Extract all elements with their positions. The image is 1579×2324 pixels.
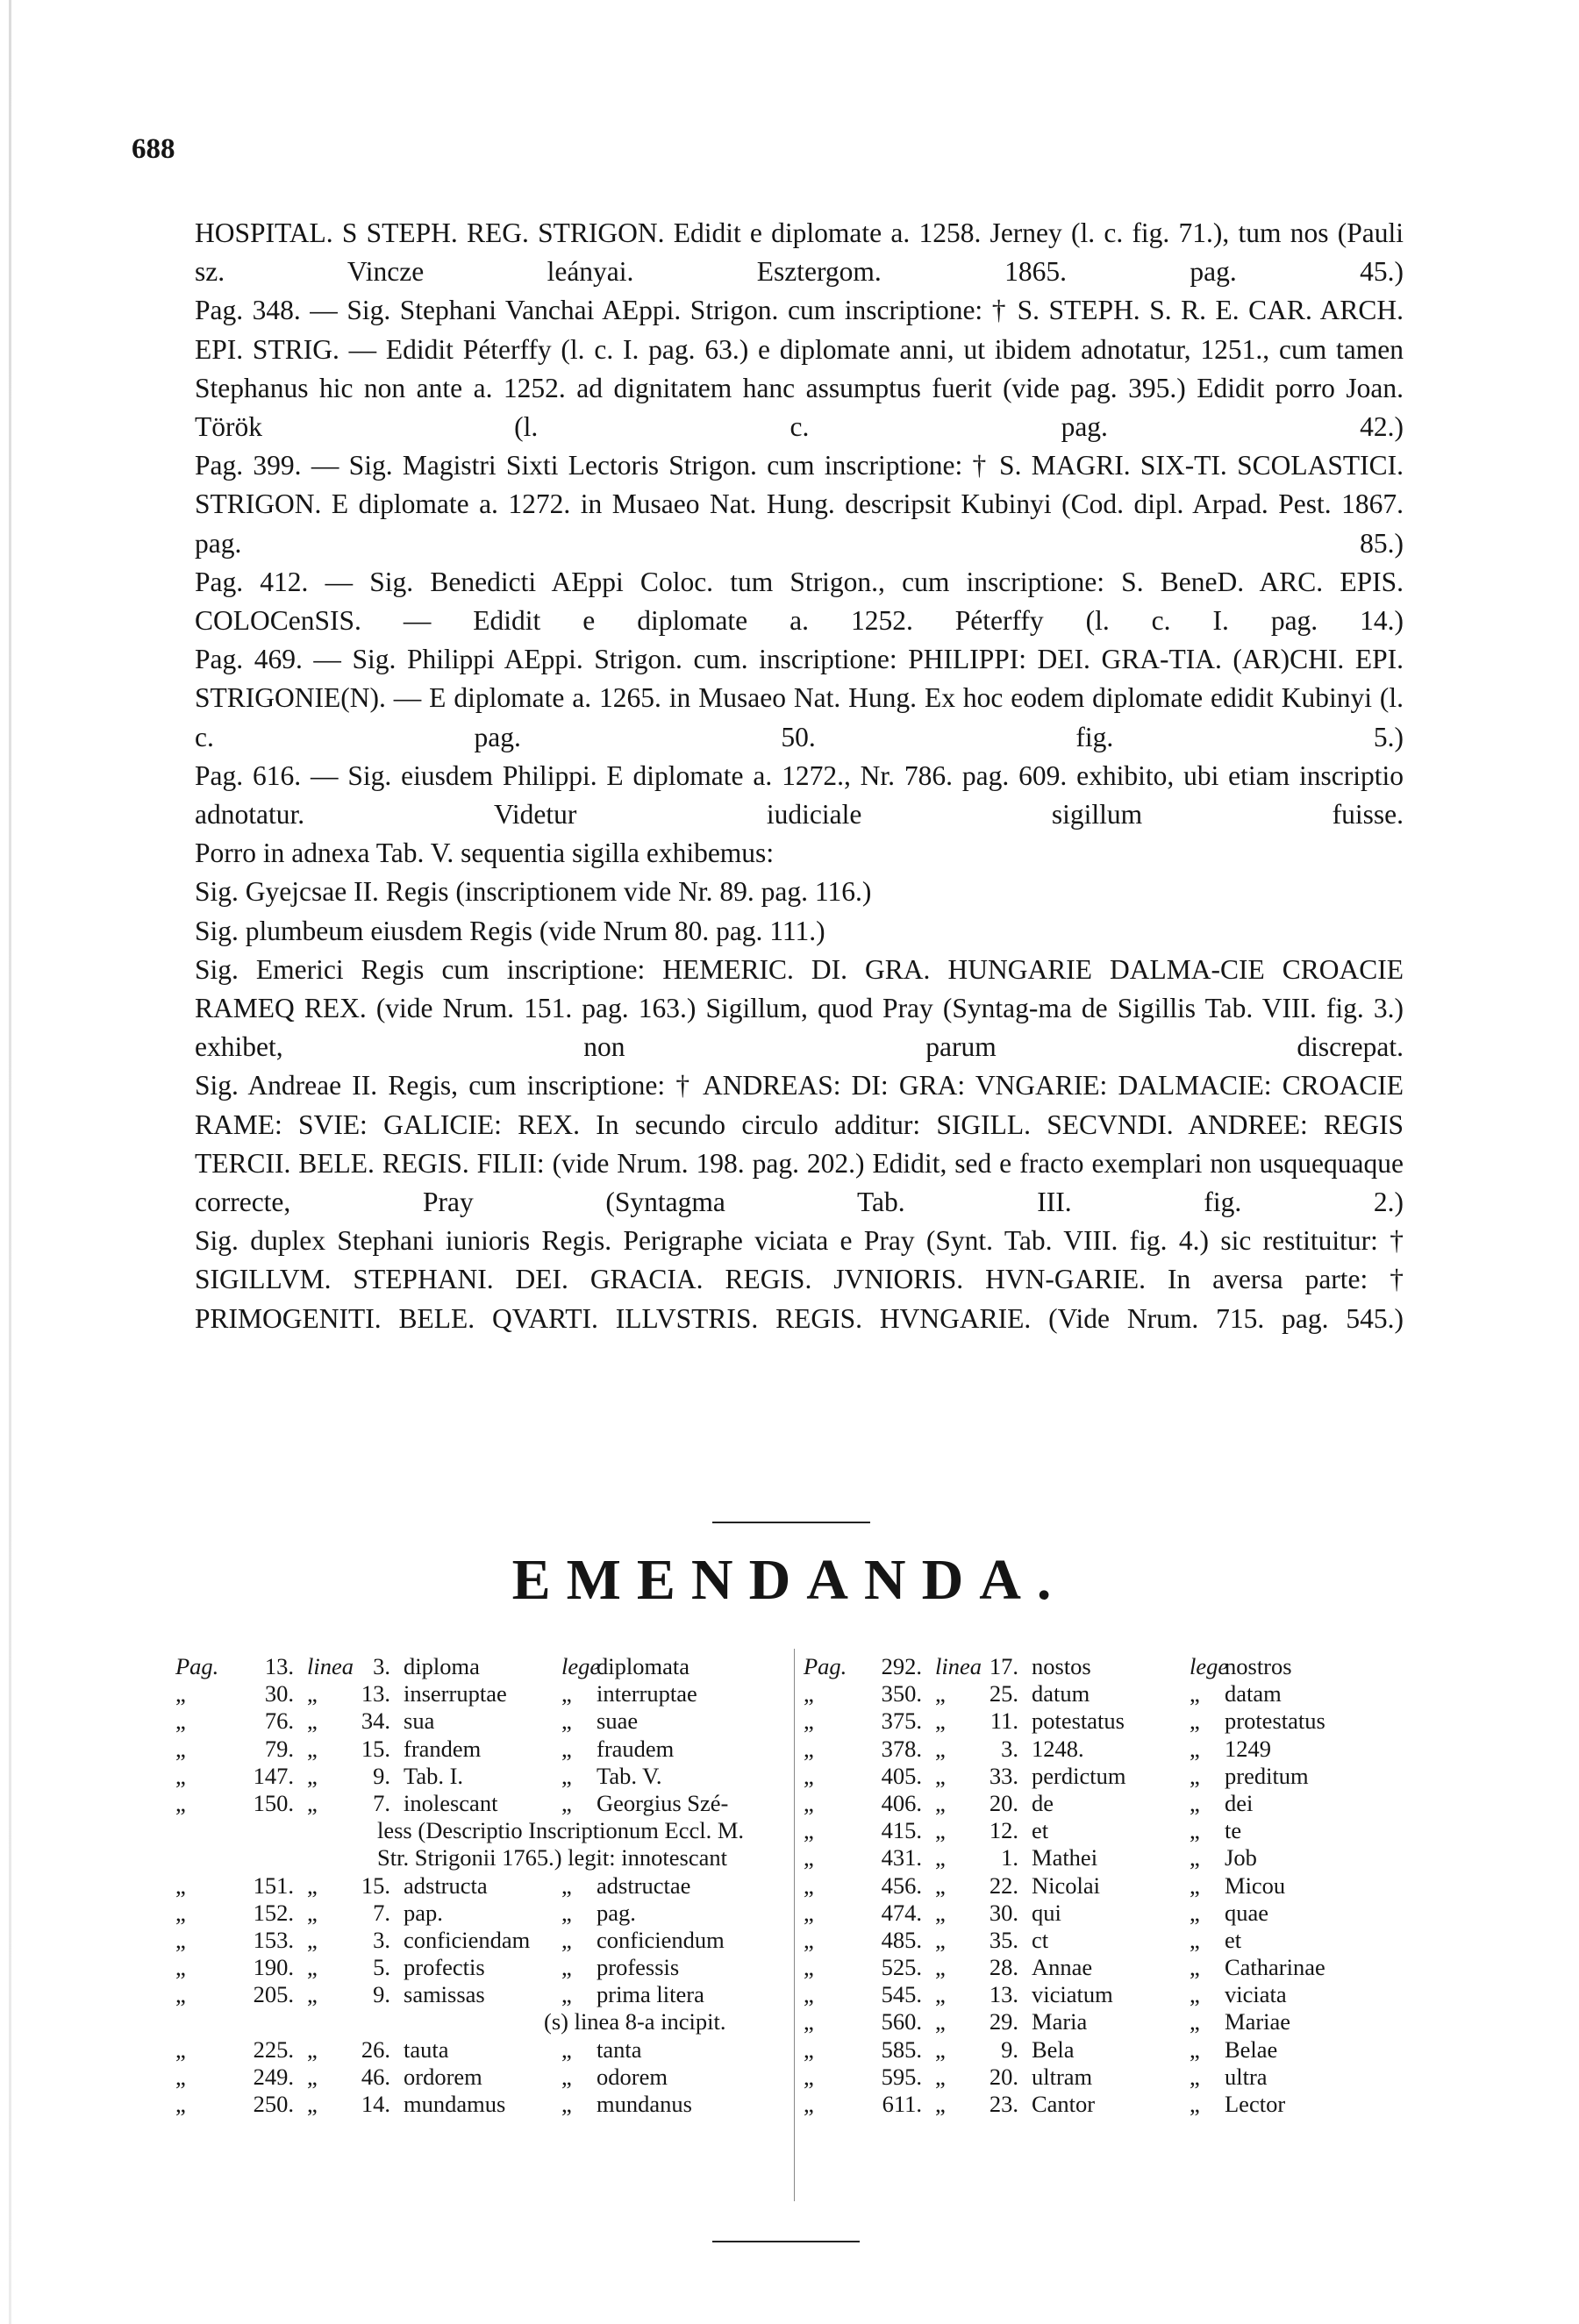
page-label: „ (175, 1926, 186, 1953)
line-label: „ (935, 2091, 946, 2117)
errata-page: 13. (264, 1653, 294, 1679)
page-label: „ (804, 2008, 814, 2035)
errata-row (804, 1707, 1409, 1735)
errata-wrong: inolescant (404, 1789, 498, 1816)
errata-page: 30. (264, 1680, 294, 1707)
errata-correct: te (1225, 1817, 1242, 1844)
errata-wrong: tauta (404, 2035, 449, 2063)
errata-line: 29. (989, 2008, 1018, 2035)
errata-row (804, 1817, 1409, 1844)
errata-row (175, 1900, 781, 1927)
errata-row (175, 1954, 781, 1981)
errata-correct: conficiendum (597, 1926, 725, 1953)
page-label: „ (804, 1817, 814, 1844)
errata-wrong: Bela (1032, 2035, 1075, 2063)
errata-row (804, 1927, 1409, 1954)
lege-label: „ (1190, 2035, 1200, 2063)
errata-line: 11. (990, 1707, 1018, 1735)
page-label: „ (175, 1871, 186, 1899)
errata-line: 1. (1001, 1844, 1018, 1871)
page-label: „ (175, 2091, 186, 2117)
paragraph-porro: Porro in adnexa Tab. V. sequentia sigilla exhibemus: (195, 838, 775, 869)
errata-line: 23. (989, 2091, 1018, 2117)
errata-row (804, 1763, 1409, 1790)
errata-line: 46. (361, 2063, 390, 2090)
lege-label: „ (1190, 2063, 1200, 2090)
errata-correct: professis (597, 1954, 680, 1981)
errata-line: 3. (1001, 1735, 1018, 1762)
line-label: „ (935, 1954, 946, 1981)
errata-line: 35. (989, 1926, 1018, 1953)
errata-note: Str. Strigonii 1765.) legit: innotescant (377, 1844, 727, 1871)
errata-wrong: mundamus (404, 2091, 506, 2117)
errata-correct: adstructae (597, 1871, 691, 1899)
errata-correct: protestatus (1225, 1707, 1325, 1735)
errata-wrong: Tab. I. (404, 1762, 464, 1789)
errata-correct: mundanus (597, 2091, 692, 2117)
lege-label: „ (1190, 1926, 1200, 1953)
lege-label: „ (561, 1707, 572, 1735)
errata-page: 190. (253, 1954, 294, 1981)
lege-label: „ (1190, 1954, 1200, 1981)
line-label: „ (935, 1981, 946, 2008)
lege-label: lege (1190, 1653, 1229, 1679)
errata-line: 9. (1001, 2035, 1018, 2063)
page-label: Pag. (804, 1653, 847, 1679)
emendanda-heading: EMENDANDA. (511, 1548, 1068, 1612)
errata-row (175, 1736, 781, 1763)
line-label: „ (935, 1735, 946, 1762)
paragraph-pag-399: Pag. 399. — Sig. Magistri Sixti Lectoris Strigon. cum inscriptione: † S. MAGRI. SIX-TI. SCOLASTICI. STRIGON. E diplomate a. 1272. in Musaeo Nat. Hung. descripsit Kubinyi (Cod. dipl. Arpad. Pest. 1867. pag. 85.) (195, 450, 1404, 559)
lege-label: „ (1190, 1707, 1200, 1735)
lege-label: „ (561, 1899, 572, 1926)
errata-row (175, 2008, 781, 2035)
errata-row (804, 2064, 1409, 2091)
errata-correct: Lector (1225, 2091, 1286, 2117)
errata-correct: Mariae (1225, 2008, 1291, 2035)
errata-page: 611. (882, 2091, 922, 2117)
errata-correct: quae (1225, 1899, 1269, 1926)
page-label: „ (804, 1762, 814, 1789)
errata-correct: Belae (1225, 2035, 1278, 2063)
page-label: „ (804, 2091, 814, 2117)
errata-line: 7. (373, 1899, 390, 1926)
lege-label: „ (561, 1762, 572, 1789)
errata-page: 250. (253, 2091, 294, 2117)
errata-correct: Job (1225, 1844, 1257, 1871)
line-label: „ (935, 1817, 946, 1844)
line-label: „ (935, 1707, 946, 1735)
errata-row (804, 1790, 1409, 1817)
lege-label: „ (561, 1680, 572, 1707)
page-number: 688 (132, 133, 175, 165)
errata-wrong: Maria (1032, 2008, 1088, 2035)
lege-label: „ (561, 2091, 572, 2117)
errata-correct: interruptae (597, 1680, 697, 1707)
errata-line: 5. (373, 1954, 390, 1981)
errata-page: 474. (881, 1899, 922, 1926)
line-label: linea (307, 1653, 354, 1679)
errata-row (175, 1844, 781, 1871)
errata-correct: dei (1225, 1789, 1254, 1816)
page-label: „ (804, 1926, 814, 1953)
page-label: „ (804, 1735, 814, 1762)
page-label: „ (175, 2035, 186, 2063)
errata-wrong: diploma (404, 1653, 480, 1679)
lege-label: „ (1190, 1817, 1200, 1844)
errata-page: 405. (881, 1762, 922, 1789)
paragraph-hospital: HOSPITAL. S STEPH. REG. STRIGON. Edidit e diplomate a. 1258. Jerney (l. c. fig. 71.), tum nos (Pauli sz. Vincze leányai. Esztergom. 1865. pag. 45.) (195, 217, 1404, 288)
errata-row (175, 2091, 781, 2118)
line-label: linea (935, 1653, 982, 1679)
page-label: „ (804, 1789, 814, 1816)
lege-label: „ (1190, 2091, 1200, 2117)
errata-wrong: qui (1032, 1899, 1061, 1926)
page-label: „ (175, 2063, 186, 2090)
line-label: „ (307, 1789, 318, 1816)
lege-label: „ (561, 1926, 572, 1953)
errata-page: 225. (253, 2035, 294, 2063)
errata-page: 292. (881, 1653, 922, 1679)
page-label: „ (804, 2063, 814, 2090)
errata-wrong: perdictum (1032, 1762, 1126, 1789)
errata-row (175, 1790, 781, 1817)
errata-wrong: Mathei (1032, 1844, 1098, 1871)
errata-row (804, 1900, 1409, 1927)
errata-wrong: adstructa (404, 1871, 488, 1899)
errata-page: 485. (881, 1926, 922, 1953)
errata-row (804, 1736, 1409, 1763)
errata-row (175, 1927, 781, 1954)
errata-row (175, 2036, 781, 2064)
page-label: „ (175, 1789, 186, 1816)
page-label: „ (804, 1707, 814, 1735)
lege-label: „ (561, 2063, 572, 2090)
errata-correct: Micou (1225, 1871, 1286, 1899)
line-label: „ (307, 2091, 318, 2117)
line-label: „ (935, 2063, 946, 2090)
errata-wrong: ordorem (404, 2063, 482, 2090)
line-label: „ (307, 1680, 318, 1707)
line-label: „ (307, 1926, 318, 1953)
errata-line: 26. (361, 2035, 390, 2063)
page-label: „ (804, 1871, 814, 1899)
errata-wrong: ct (1032, 1926, 1049, 1953)
errata-wrong: conficiendam (404, 1926, 531, 1953)
errata-wrong: nostos (1032, 1653, 1091, 1679)
errata-correct: suae (597, 1707, 639, 1735)
errata-row (804, 1954, 1409, 1981)
line-label: „ (307, 1707, 318, 1735)
lege-label: „ (561, 1981, 572, 2008)
errata-page: 415. (881, 1817, 922, 1844)
main-text (195, 214, 1404, 1338)
errata-page: 153. (253, 1926, 294, 1953)
lege-label: „ (1190, 1680, 1200, 1707)
errata-row (804, 1981, 1409, 2008)
errata-line: 3. (373, 1653, 390, 1679)
errata-page: 585. (881, 2035, 922, 2063)
errata-row (175, 1872, 781, 1900)
lege-label: „ (1190, 1789, 1200, 1816)
errata-correct: ultra (1225, 2063, 1268, 2090)
errata-row (804, 2091, 1409, 2118)
paragraph-plumbeum: Sig. plumbeum eiusdem Regis (vide Nrum 80. pag. 111.) (195, 915, 825, 946)
errata-correct: fraudem (597, 1735, 675, 1762)
errata-line: 13. (361, 1680, 390, 1707)
lege-label: „ (561, 1789, 572, 1816)
errata-row (804, 1680, 1409, 1707)
errata-page: 249. (253, 2063, 294, 2090)
errata-line: 9. (373, 1762, 390, 1789)
lege-label: „ (1190, 1762, 1200, 1789)
errata-line: 22. (989, 1871, 1018, 1899)
errata-wrong: potestatus (1032, 1707, 1125, 1735)
errata-line: 33. (989, 1762, 1018, 1789)
errata-wrong: Nicolai (1032, 1871, 1100, 1899)
errata-wrong: ultram (1032, 2063, 1093, 2090)
paragraph-pag-348: Pag. 348. — Sig. Stephani Vanchai AEppi. Strigon. cum inscriptione: † S. STEPH. S. R. E. CAR. ARCH. EPI. STRIG. — Edidit Péterffy (l. c. I. pag. 63.) e diplomate anni, ut ibidem adnotatur, 1251., cum tamen Stephanus hic non ante a. 1252. ad dignitatem hanc assumptus fuerit (vide pag. 395.) Edidit porro Joan. Török (l. c. pag. 42.) (195, 295, 1404, 443)
page-label: „ (175, 1954, 186, 1981)
errata-line: 15. (361, 1735, 390, 1762)
errata-wrong: inserruptae (404, 1680, 507, 1707)
errata-note: less (Descriptio Inscriptionum Eccl. M. (377, 1817, 745, 1844)
line-label: „ (307, 2035, 318, 2063)
lege-label: „ (1190, 1735, 1200, 1762)
errata-row (175, 1763, 781, 1790)
line-label: „ (935, 1844, 946, 1871)
errata-page: 560. (881, 2008, 922, 2035)
page-label: „ (804, 1899, 814, 1926)
paragraph-stephani-iunioris: Sig. duplex Stephani iunioris Regis. Perigraphe viciata e Pray (Synt. Tab. VIII. fig. 4.) sic restituitur: † SIGILLVM. STEPHANI. DEI. GRACIA. REGIS. JVNIORIS. HVN-GARIE. In aversa parte: † PRIMOGENITI. BELE. QVARTI. ILLVSTRIS. REGIS. HVNGARIE. (Vide Nrum. 715. pag. 545.) (195, 1225, 1404, 1334)
scan-edge (9, 0, 11, 2324)
errata-line: 20. (989, 1789, 1018, 1816)
errata-right-column (804, 1653, 1409, 2118)
lege-label: „ (1190, 1981, 1200, 2008)
paragraph-pag-616: Pag. 616. — Sig. eiusdem Philippi. E diplomate a. 1272., Nr. 786. pag. 609. exhibito, ubi etiam inscriptio adnotatur. Videtur iudiciale sigillum fuisse. (195, 759, 1404, 831)
page-label: „ (804, 1981, 814, 2008)
lege-label: „ (1190, 1844, 1200, 1871)
errata-page: 431. (881, 1844, 922, 1871)
errata-wrong: et (1032, 1817, 1049, 1844)
errata-line: 3. (373, 1926, 390, 1953)
errata-wrong: pap. (404, 1899, 443, 1926)
errata-line: 34. (361, 1707, 390, 1735)
line-label: „ (935, 1789, 946, 1816)
line-label: „ (935, 2035, 946, 2063)
errata-page: 147. (253, 1762, 294, 1789)
errata-note: (s) linea 8-a incipit. (544, 2008, 726, 2035)
errata-wrong: 1248. (1032, 1735, 1084, 1762)
errata-page: 525. (881, 1954, 922, 1981)
errata-page: 350. (881, 1680, 922, 1707)
line-label: „ (935, 1680, 946, 1707)
errata-wrong: Cantor (1032, 2091, 1096, 2117)
errata-page: 152. (253, 1899, 294, 1926)
errata-correct: nostros (1225, 1653, 1292, 1679)
errata-line: 17. (989, 1653, 1018, 1679)
line-label: „ (935, 1926, 946, 1953)
errata-correct: Catharinae (1225, 1954, 1325, 1981)
page-label: „ (175, 1680, 186, 1707)
errata-wrong: frandem (404, 1735, 482, 1762)
line-label: „ (935, 1762, 946, 1789)
line-label: „ (307, 1981, 318, 2008)
errata-wrong: samissas (404, 1981, 485, 2008)
errata-page: 406. (881, 1789, 922, 1816)
errata-page: 76. (264, 1707, 294, 1735)
errata-line: 20. (989, 2063, 1018, 2090)
paragraph-pag-412: Pag. 412. — Sig. Benedicti AEppi Coloc. tum Strigon., cum inscriptione: S. BeneD. ARC. EPIS. COLOCenSIS. — Edidit e diplomate a. 1252. Péterffy (l. c. I. pag. 14.) (195, 566, 1404, 637)
page-label: „ (175, 1762, 186, 1789)
errata-row (175, 2064, 781, 2091)
paragraph-emerici: Sig. Emerici Regis cum inscriptione: HEMERIC. DI. GRA. HUNGARIE DALMA-CIE CROACIE RAMEQ REX. (vide Nrum. 151. pag. 163.) Sigillum, quod Pray (Syntag-ma de Sigillis Tab. VIII. fig. 3.) exhibet, non parum discrepat. (195, 953, 1404, 1063)
errata-row (175, 1707, 781, 1735)
errata-page: 151. (253, 1871, 294, 1899)
page-label: „ (804, 1954, 814, 1981)
page-label: „ (804, 2035, 814, 2063)
section-rule-top (712, 1522, 870, 1523)
errata-row (175, 1653, 781, 1680)
errata-page: 456. (881, 1871, 922, 1899)
errata-correct: preditum (1225, 1762, 1309, 1789)
errata-correct: odorem (597, 2063, 668, 2090)
page-label: „ (175, 1899, 186, 1926)
page-label: „ (175, 1981, 186, 2008)
paragraph-gyejcsae: Sig. Gyejcsae II. Regis (inscriptionem vide Nr. 89. pag. 116.) (195, 876, 872, 908)
paragraph-andreae: Sig. Andreae II. Regis, cum inscriptione: † ANDREAS: DI: GRA: VNGARIE: DALMACIE: CROACIE RAME: SVIE: GALICIE: REX. In secundo circulo additur: SIGILL. SECVNDI. ANDREE: REGIS TERCII. BELE. REGIS. FILII: (vide Nrum. 198. pag. 202.) Edidit, sed e fracto exemplari non usquequaque correcte, Pray (Syntagma Tab. III. fig. 2.) (195, 1070, 1404, 1218)
errata-row (175, 1817, 781, 1844)
errata-line: 28. (989, 1954, 1018, 1981)
errata-row (175, 1981, 781, 2008)
errata-page: 545. (881, 1981, 922, 2008)
errata-correct: et (1225, 1926, 1242, 1953)
page-label: „ (175, 1707, 186, 1735)
errata-page: 79. (264, 1735, 294, 1762)
errata-page: 378. (881, 1735, 922, 1762)
errata-wrong: sua (404, 1707, 435, 1735)
paragraph-pag-469: Pag. 469. — Sig. Philippi AEppi. Strigon. cum. inscriptione: PHILIPPI: DEI. GRA-TIA. (AR)CHI. EPI. STRIGONIE(N). — E diplomate a. 1265. in Musaeo Nat. Hung. Ex hoc eodem diplomate edidit Kubinyi (l. c. pag. 50. fig. 5.) (195, 644, 1404, 752)
errata-wrong: profectis (404, 1954, 485, 1981)
lege-label: „ (1190, 1899, 1200, 1926)
errata-line: 12. (989, 1817, 1018, 1844)
errata-wrong: viciatum (1032, 1981, 1113, 2008)
errata-row (804, 1844, 1409, 1871)
errata-page: 150. (253, 1789, 294, 1816)
errata-correct: tanta (597, 2035, 642, 2063)
errata-page: 375. (881, 1707, 922, 1735)
errata-line: 30. (989, 1899, 1018, 1926)
errata-row (804, 2008, 1409, 2035)
errata-correct: diplomata (597, 1653, 689, 1679)
page-label: „ (175, 1735, 186, 1762)
errata-correct: Tab. V. (597, 1762, 662, 1789)
lege-label: „ (561, 1871, 572, 1899)
errata-correct: Georgius Szé- (597, 1789, 729, 1816)
line-label: „ (307, 1871, 318, 1899)
errata-page: 205. (253, 1981, 294, 2008)
line-label: „ (935, 1871, 946, 1899)
page-label: „ (804, 1680, 814, 1707)
errata-wrong: datum (1032, 1680, 1090, 1707)
section-rule-bottom (712, 2241, 860, 2242)
errata-line: 9. (373, 1981, 390, 2008)
errata-line: 15. (361, 1871, 390, 1899)
errata-column-divider (794, 1649, 795, 2201)
errata-correct: pag. (597, 1899, 636, 1926)
lege-label: „ (561, 2035, 572, 2063)
errata-row (175, 1680, 781, 1707)
lege-label: lege (561, 1653, 601, 1679)
errata-wrong: de (1032, 1789, 1054, 1816)
errata-page: 595. (881, 2063, 922, 2090)
errata-row (804, 2036, 1409, 2064)
line-label: „ (307, 1735, 318, 1762)
errata-line: 13. (989, 1981, 1018, 2008)
errata-correct: datam (1225, 1680, 1282, 1707)
errata-row (804, 1872, 1409, 1900)
errata-correct: viciata (1225, 1981, 1287, 2008)
line-label: „ (307, 1899, 318, 1926)
errata-correct: prima litera (597, 1981, 704, 2008)
errata-left-column (175, 1653, 781, 2118)
errata-line: 25. (989, 1680, 1018, 1707)
lege-label: „ (1190, 2008, 1200, 2035)
errata-row (804, 1653, 1409, 1680)
page-label: „ (804, 1844, 814, 1871)
errata-line: 14. (361, 2091, 390, 2117)
errata-wrong: Annae (1032, 1954, 1093, 1981)
line-label: „ (935, 2008, 946, 2035)
lege-label: „ (561, 1735, 572, 1762)
line-label: „ (307, 1762, 318, 1789)
errata-correct: 1249 (1225, 1735, 1271, 1762)
line-label: „ (307, 1954, 318, 1981)
errata-line: 7. (373, 1789, 390, 1816)
line-label: „ (307, 2063, 318, 2090)
line-label: „ (935, 1899, 946, 1926)
lege-label: „ (1190, 1871, 1200, 1899)
lege-label: „ (561, 1954, 572, 1981)
page-label: Pag. (175, 1653, 219, 1679)
